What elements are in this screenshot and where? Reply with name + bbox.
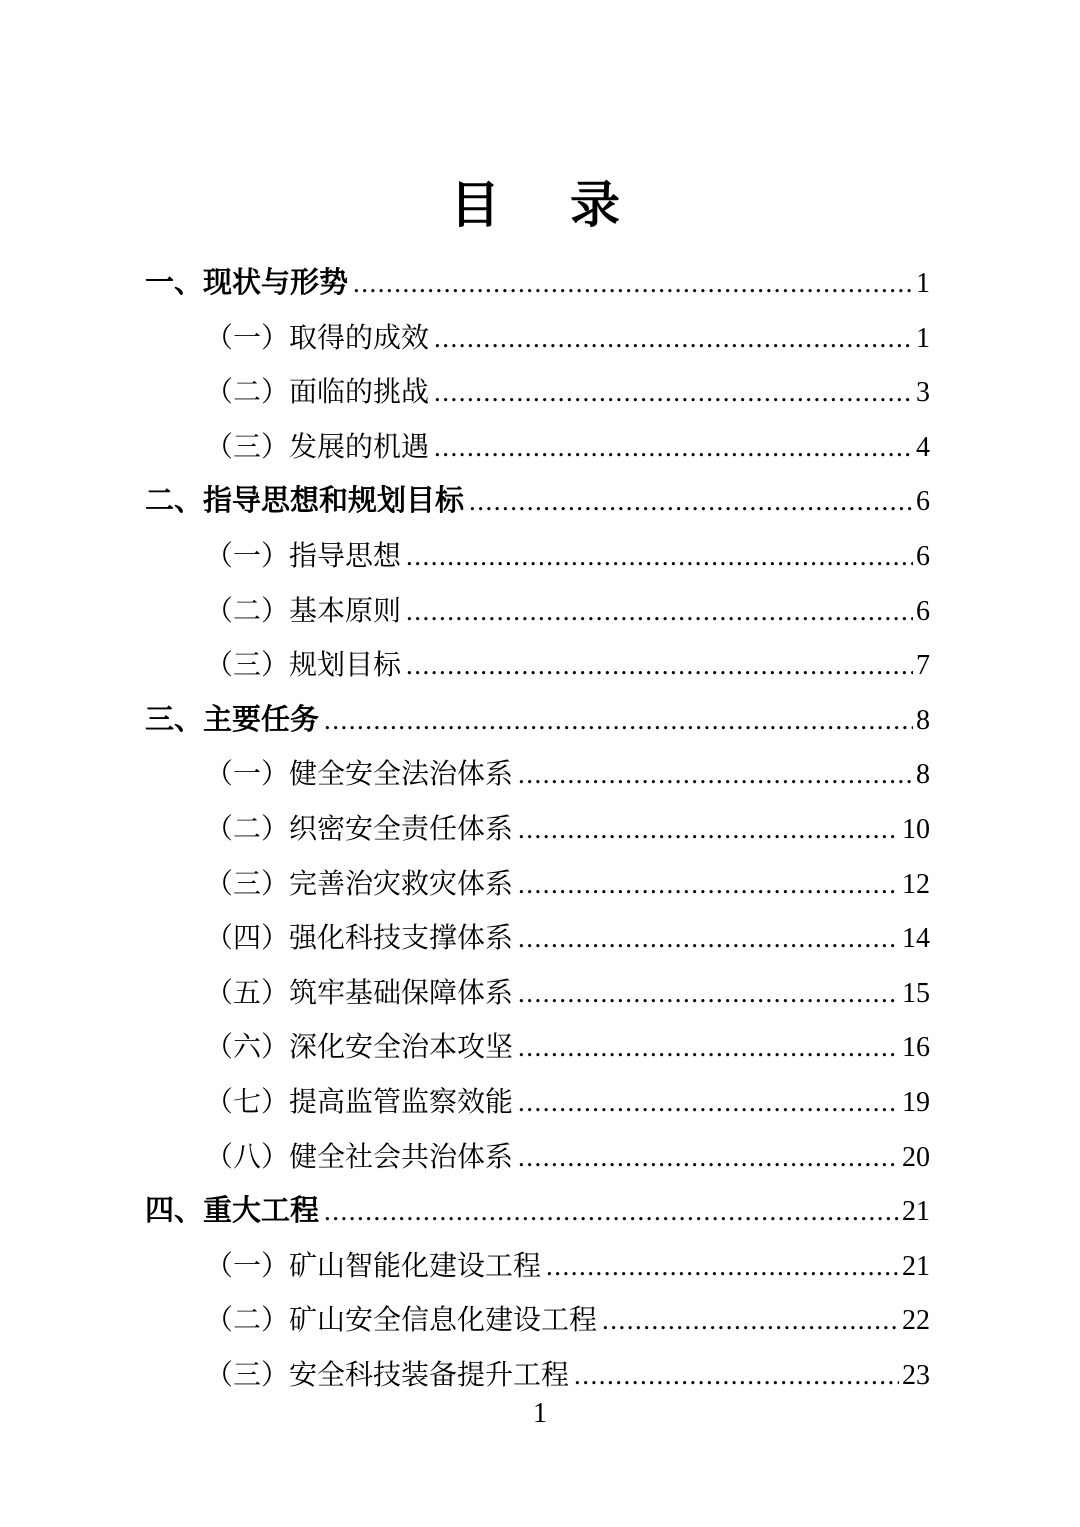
toc-entry-page: 20 [902, 1141, 930, 1173]
dot-leader [518, 1130, 899, 1185]
toc-entry-label: （三）完善治灾救灾体系 [205, 868, 514, 900]
toc-entry-page: 23 [902, 1359, 930, 1391]
toc-entry-label: （三）规划目标 [205, 650, 402, 682]
toc-entry[interactable] [145, 966, 930, 1021]
toc-entry[interactable] [145, 1348, 930, 1403]
dot-leader [406, 638, 913, 693]
toc-entry-label: （一）健全安全法治体系 [205, 759, 514, 791]
dot-leader [324, 693, 913, 748]
toc-entry[interactable] [145, 1293, 930, 1348]
dot-leader [406, 584, 913, 639]
dot-leader [324, 1184, 899, 1239]
dot-leader [518, 1020, 899, 1075]
toc-entry-page: 21 [902, 1250, 930, 1282]
toc-entry-page: 21 [902, 1196, 930, 1228]
toc-entry-page: 16 [902, 1032, 930, 1064]
toc-entry[interactable] [145, 311, 930, 366]
dot-leader [434, 311, 913, 366]
toc-entry-page: 3 [916, 377, 930, 409]
toc-entry-label: 一、现状与形势 [145, 267, 349, 299]
toc-entry[interactable] [145, 420, 930, 475]
page-title: 目 录 [450, 177, 630, 233]
dot-leader [469, 474, 913, 529]
toc-entry-page: 15 [902, 977, 930, 1009]
toc-entry-label: （二）织密安全责任体系 [205, 813, 514, 845]
toc-entry-label: （二）基本原则 [205, 595, 402, 627]
toc-entry[interactable] [145, 802, 930, 857]
dot-leader [602, 1293, 899, 1348]
toc-entry-page: 19 [902, 1086, 930, 1118]
toc-entry-label: （二）面临的挑战 [205, 377, 430, 409]
toc-entry-label: （五）筑牢基础保障体系 [205, 977, 514, 1009]
toc-entry[interactable] [145, 911, 930, 966]
toc-entry-page: 1 [916, 268, 930, 299]
toc-entry-label: （八）健全社会共治体系 [205, 1141, 514, 1173]
toc-entry[interactable] [145, 857, 930, 912]
toc-entry-page: 8 [916, 759, 930, 791]
toc-entry[interactable] [145, 1184, 930, 1239]
toc-entry-page: 8 [916, 704, 930, 736]
toc-entry-page: 1 [916, 322, 930, 354]
toc-entry-label: 二、指导思想和规划目标 [145, 485, 465, 518]
dot-leader [434, 365, 913, 420]
toc-entry-label: （七）提高监管监察效能 [205, 1086, 514, 1118]
toc-entry-page: 12 [902, 868, 930, 900]
toc-entry[interactable] [145, 747, 930, 802]
toc-entry-label: （二）矿山安全信息化建设工程 [205, 1305, 598, 1337]
toc-entry[interactable] [145, 529, 930, 584]
toc-entry[interactable] [145, 474, 930, 529]
dot-leader [353, 256, 913, 311]
toc-entry-page: 6 [916, 486, 930, 518]
toc-entry-page: 6 [916, 540, 930, 572]
toc-entry-label: （三）安全科技装备提升工程 [205, 1359, 570, 1391]
toc-entry[interactable] [145, 693, 930, 748]
toc-entry[interactable] [145, 1239, 930, 1294]
toc-entry-page: 10 [902, 813, 930, 845]
dot-leader [518, 802, 899, 857]
toc-entry-page: 7 [916, 650, 930, 682]
toc-entry-label: （三）发展的机遇 [205, 431, 430, 463]
dot-leader [574, 1348, 899, 1403]
toc-entry-page: 4 [916, 431, 930, 463]
dot-leader [518, 911, 899, 966]
toc-entry-label: 三、主要任务 [145, 703, 320, 736]
toc-entry[interactable] [145, 365, 930, 420]
toc-entry[interactable] [145, 1020, 930, 1075]
toc-entry[interactable] [145, 1130, 930, 1185]
dot-leader [518, 1075, 899, 1130]
toc-entry-label: （一）指导思想 [205, 540, 402, 572]
toc-entry-label: （一）取得的成效 [205, 322, 430, 354]
toc-entry[interactable] [145, 584, 930, 639]
dot-leader [406, 529, 913, 584]
dot-leader [434, 420, 913, 475]
toc-list [145, 256, 930, 1402]
toc-entry-label: （一）矿山智能化建设工程 [205, 1250, 542, 1282]
toc-entry-page: 14 [902, 923, 930, 955]
toc-entry[interactable] [145, 256, 930, 311]
toc-entry-page: 6 [916, 595, 930, 627]
toc-entry[interactable] [145, 1075, 930, 1130]
dot-leader [546, 1239, 899, 1294]
toc-entry-label: 四、重大工程 [145, 1195, 320, 1228]
toc-entry[interactable] [145, 638, 930, 693]
dot-leader [518, 966, 899, 1021]
toc-entry-page: 22 [902, 1305, 930, 1337]
toc-entry-label: （六）深化安全治本攻坚 [205, 1032, 514, 1064]
footer-page-number: 1 [533, 1398, 547, 1429]
dot-leader [518, 857, 899, 912]
toc-entry-label: （四）强化科技支撑体系 [205, 923, 514, 955]
dot-leader [518, 747, 913, 802]
